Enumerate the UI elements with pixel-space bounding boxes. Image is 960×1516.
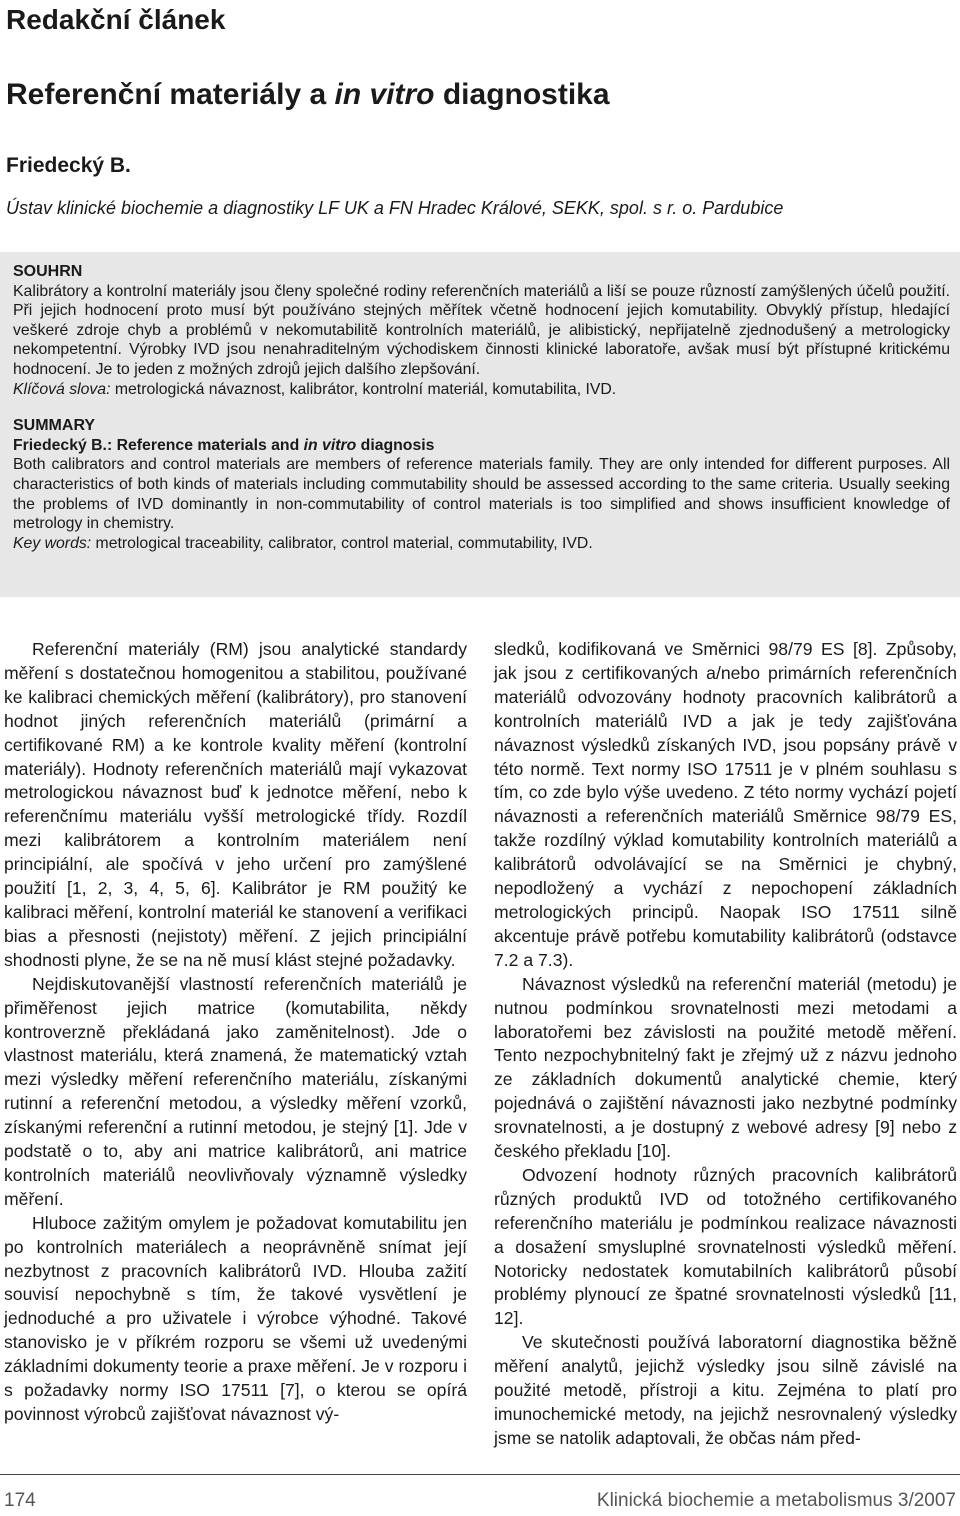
body-paragraph: Návaznost výsledků na referenční materiál (metodu) je nutnou podmínkou srovnatelnosti mezi metodami a laboratořemi bez závislosti na použité metodě měření. Tento nezpochybnitelný fakt je zřejmý už z názvu jednoho ze základních dokumentů analytické chemie, který pojednává o zajištění návaznosti jako nezbytné podmínky srovnatelnosti, a je dostupný z webové adresy [9] nebo z českého překladu [10].	[494, 973, 957, 1162]
abstract-content	[13, 262, 950, 553]
title-italic: in vitro	[334, 78, 435, 111]
souhrn-keywords	[13, 380, 950, 400]
title-part: Referenční materiály a	[6, 78, 335, 111]
footer-divider	[0, 1474, 960, 1475]
body-column-left	[4, 638, 467, 1427]
body-column-right	[494, 638, 957, 1451]
souhrn-text: Kalibrátory a kontrolní materiály jsou členy společné rodiny referenčních materiálů a liší se pouze růzností zamýšlených účelů použití. Při jejich hodnocení proto musí být používáno stejných měřítek včetně hodnocení jejich komutability. Obvyklý přístup, hledající veškeré zdroje chyb a problémů v nekomutabilitě kontrolních materiálů, je alibistický, nepřijatelně zjednodušený a metrologicky nekompetentní. Výrobky IVD jsou nenahraditelným východiskem činnosti klinické laboratoře, avšak musí být přístupné kritickému hodnocení. Je to jeden z možných zdrojů jejich dalšího zlepšování.	[13, 282, 950, 378]
body-paragraph: Hluboce zažitým omylem je požadovat komutabilitu jen po kontrolních materiálech a neoprávněně snímat její nezbytnost z pracovních kalibrátorů IVD. Hlouba zažití souvisí nepochybně s tím, že takové vysvětlení je jednoduché a pro uživatele i výrobce výhodné. Takové stanovisko je v příkrém rozporu se všemi už uvedenými základními dokumenty teorie a praxe měření. Je v rozporu i s požadavky normy ISO 17511 [7], o kterou se opírá povinnost výrobců zajišťovat návaznost vý-	[4, 1212, 467, 1424]
summary-keywords-value: metrological traceability, calibrator, control material, commutability, IVD.	[91, 534, 593, 552]
affiliation: Ústav klinické biochemie a diagnostiky LF UK a FN Hradec Králové, SEKK, spol. s r. o. Pardubice	[6, 198, 784, 218]
body-paragraph: Odvození hodnoty různých pracovních kalibrátorů různých produktů IVD od totožného certifikovaného referenčního materiálu je podmínkou realizace návaznosti a dosažení smysluplné srovnatelnosti výsledků měření. Notoricky nedostatek komutabilních kalibrátorů působí problémy plynoucí ze špatné srovnatelnosti výsledků [11, 12].	[494, 1164, 957, 1329]
author: Friedecký B.	[6, 154, 131, 177]
section-label: Redakční článek	[6, 4, 226, 35]
souhrn-keywords-value: metrologická návaznost, kalibrátor, kontrolní materiál, komutabilita, IVD.	[110, 380, 617, 398]
body-paragraph: Nejdiskutovanější vlastností referenčních materiálů je přiměřenost jejich matrice (komutabilita, někdy kontroverzně překládaná jako zaměnitelnost). Jde o vlastnost materiálu, která znamená, že matematický vztah mezi výsledky měření referenčního materiálu, získanými rutinní a referenční metodou, a výsledky měření vzorků, získanými referenční a rutinní metodou, je stejný [1]. Jde v podstatě o to, aby ani matrice kalibrátorů, ani matrice kontrolních materiálů neovlivňovaly významně výsledky měření.	[4, 973, 467, 1209]
summary-keywords-label: Key words:	[13, 534, 92, 552]
body-paragraph: Referenční materiály (RM) jsou analytické standardy měření s dostatečnou homogenitou a stabilitou, používané ke kalibraci chemických měření (kalibrátory), pro stanovení hodnot jiných referenčních materiálů (primární a certifikované RM) a ke kontrole kvality měření (kontrolní materiály). Hodnoty referenčních materiálů mají vykazovat metrologickou návaznost buď k jednotce měření, nebo k referenčnímu materiálu vyšší metrologické třídy. Rozdíl mezi kalibrátorem a kontrolním materiálem není principiální, ale spočívá v jeho určení pro zamýšlené použití [1, 2, 3, 4, 5, 6]. Kalibrátor je RM použitý ke kalibraci měření, kontrolní materiál ke stanovení a verifikaci bias a přesnosti (nejistoty) měření. Z jejich principiální shodnosti plyne, že se na ně musí klást stejné požadavky.	[4, 639, 467, 970]
summary-heading: SUMMARY	[13, 417, 96, 435]
summary-title-part: diagnosis	[356, 436, 435, 454]
summary-keywords	[13, 534, 950, 554]
page-number: 174	[4, 1490, 36, 1511]
souhrn-heading: SOUHRN	[13, 263, 83, 280]
summary-title-part: Friedecký B.: Reference materials and	[13, 436, 304, 454]
summary-title-italic: in vitro	[303, 436, 357, 454]
abstract-box	[0, 252, 960, 597]
title-part: diagnostika	[434, 78, 610, 111]
article-title	[6, 78, 610, 112]
souhrn-keywords-label: Klíčová slova:	[13, 380, 111, 398]
summary-text: Both calibrators and control materials are members of reference materials family. They are only intended for different purposes. All characteristics of both kinds of materials including commutability should be assessed according to the same criteria. Usually seeking the problems of IVD dominantly in non-commutability of control materials is too simplified and shows insufficient knowledge of metrology in chemistry.	[13, 456, 950, 533]
summary-title	[13, 436, 950, 456]
journal-name: Klinická biochemie a metabolismus 3/2007	[596, 1490, 956, 1511]
body-paragraph: Ve skutečnosti používá laboratorní diagnostika běžně měření analytů, jejichž výsledky jsou silně závislé na použité metodě, přístroji a kitu. Zejména to platí pro imunochemické metody, na jejichž nesrovnalený výsledky jsme se natolik adaptovali, že občas nám před-	[494, 1332, 957, 1448]
body-paragraph-continued: sledků, kodifikovaná ve Směrnici 98/79 ES [8]. Způsoby, jak jsou z certifikovaných a/nebo primárních referenčních materiálů odvozovány hodnoty pracovních kalibrátorů a kontrolních materiálů IVD a jak je tedy zajišťována návaznost výsledků získaných IVD, jsou popsány právě v této normě. Text normy ISO 17511 je v plném souhlasu s tím, co zde bylo výše uvedeno. Z této normy vychází pojetí návaznosti a referenčních materiálů Směrnice 98/79 ES, takže rozdílný výklad komutability kontrolních materiálů a kalibrátorů odvolávající se na Směrnici je chybný, nepodložený a vychází z nepochopení základních metrologických principů. Naopak ISO 17511 silně akcentuje právě potřebu komutability kalibrátorů (odstavce 7.2 a 7.3).	[494, 639, 957, 970]
